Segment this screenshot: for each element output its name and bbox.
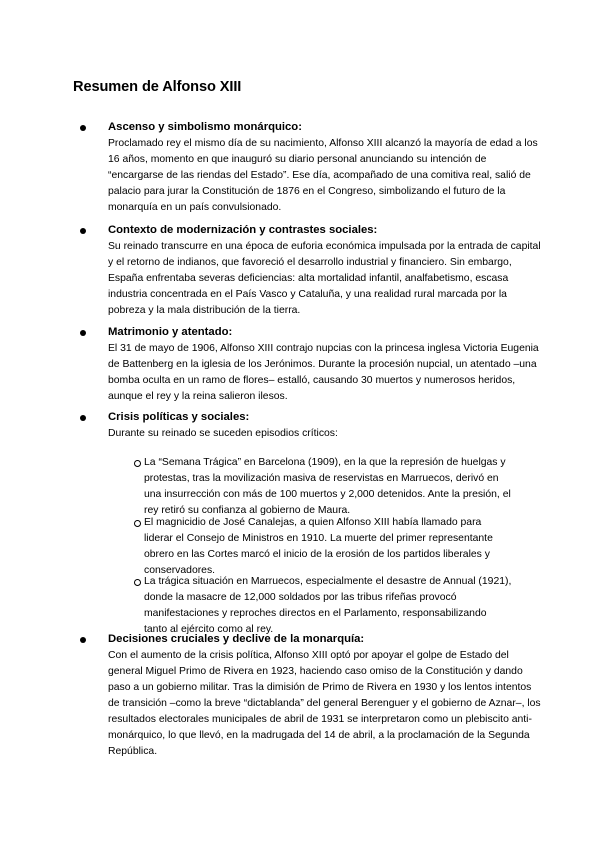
page-title: Resumen de Alfonso XIII — [73, 79, 242, 95]
bullet-icon — [80, 125, 86, 131]
circle-bullet-icon — [134, 460, 141, 467]
section-heading: Ascenso y simbolismo monárquico: — [108, 121, 302, 133]
section-heading: Crisis políticas y sociales: — [108, 411, 250, 423]
circle-bullet-icon — [134, 579, 141, 586]
circle-bullet-icon — [134, 520, 141, 527]
section-body: El 31 de mayo de 1906, Alfonso XIII contrajo nupcias con la princesa inglesa Victoria Eugenia de Battenberg en la iglesia de los Jerónimos. Durante la procesión nupcial, un atentado –una bomba oculta en un ramo de flores– estalló, causando 30 muertos y numerosos heridos, aunque el rey y la reina salieron ilesos. — [108, 343, 539, 402]
bullet-icon — [80, 415, 86, 421]
section-heading: Matrimonio y atentado: — [108, 326, 233, 338]
bullet-icon — [80, 637, 86, 643]
sub-item-text: El magnicidio de José Canalejas, a quien Alfonso XIII había llamado para liderar el Consejo de Ministros en 1910. La muerte del primer representante obrero en las Cortes marcó el inicio de la erosión de los partidos liberales y conservadores. — [144, 517, 493, 576]
section-body: Proclamado rey el mismo día de su nacimiento, Alfonso XIII alcanzó la mayoría de edad a los 16 años, momento en que inauguró su diario personal anunciando su intención de “encargarse de las riendas del Estado”. Ese día, acompañado de una comitiva real, salió de palacio para jurar la Constitución de 1876 en el Congreso, simbolizando el futuro de la monarquía en un país convulsionado. — [108, 138, 538, 213]
section-body: Durante su reinado se suceden episodios críticos: — [108, 428, 338, 439]
section-heading: Contexto de modernización y contrastes sociales: — [108, 224, 378, 236]
sub-item-text: La “Semana Trágica” en Barcelona (1909), en la que la represión de huelgas y protestas, tras la movilización masiva de reservistas en Marruecos, derivó en una insurrección con más de 100 muertos y 2,000 detenidos. Ante la presión, el rey retiró su confianza al gobierno de Maura. — [144, 457, 511, 516]
section-body: Su reinado transcurre en una época de euforia económica impulsada por la entrada de capital y el retorno de indianos, que favoreció el desarrollo industrial y financiero. Sin embargo, España enfrentaba severas deficiencias: alta mortalidad infantil, analfabetismo, escasa industria concentrada en el País Vasco y Cataluña, y una realidad rural marcada por la pobreza y la mala distribución de la tierra. — [108, 241, 541, 316]
bullet-icon — [80, 330, 86, 336]
section-heading: Decisiones cruciales y declive de la monarquía: — [108, 633, 365, 645]
section-body: Con el aumento de la crisis política, Alfonso XIII optó por apoyar el golpe de Estado del general Miguel Primo de Rivera en 1923, haciendo caso omiso de la Constitución y dando paso a un gobierno militar. Tras la dimisión de Primo de Rivera en 1930 y los lentos intentos de transición –como la breve “dictablanda” del general Berenguer y el gobierno de Aznar–, los resultados electorales municipales de abril de 1931 se interpretaron como un plebiscito anti-monárquico, lo que llevó, en la madrugada del 14 de abril, a la proclamación de la Segunda República. — [108, 650, 541, 757]
bullet-icon — [80, 228, 86, 234]
sub-item-text: La trágica situación en Marruecos, especialmente el desastre de Annual (1921), donde la masacre de 12,000 soldados por las tribus rifeñas provocó manifestaciones y reproches directos en el Parlamento, responsabilizando tanto al ejército como al rey. — [144, 576, 512, 635]
